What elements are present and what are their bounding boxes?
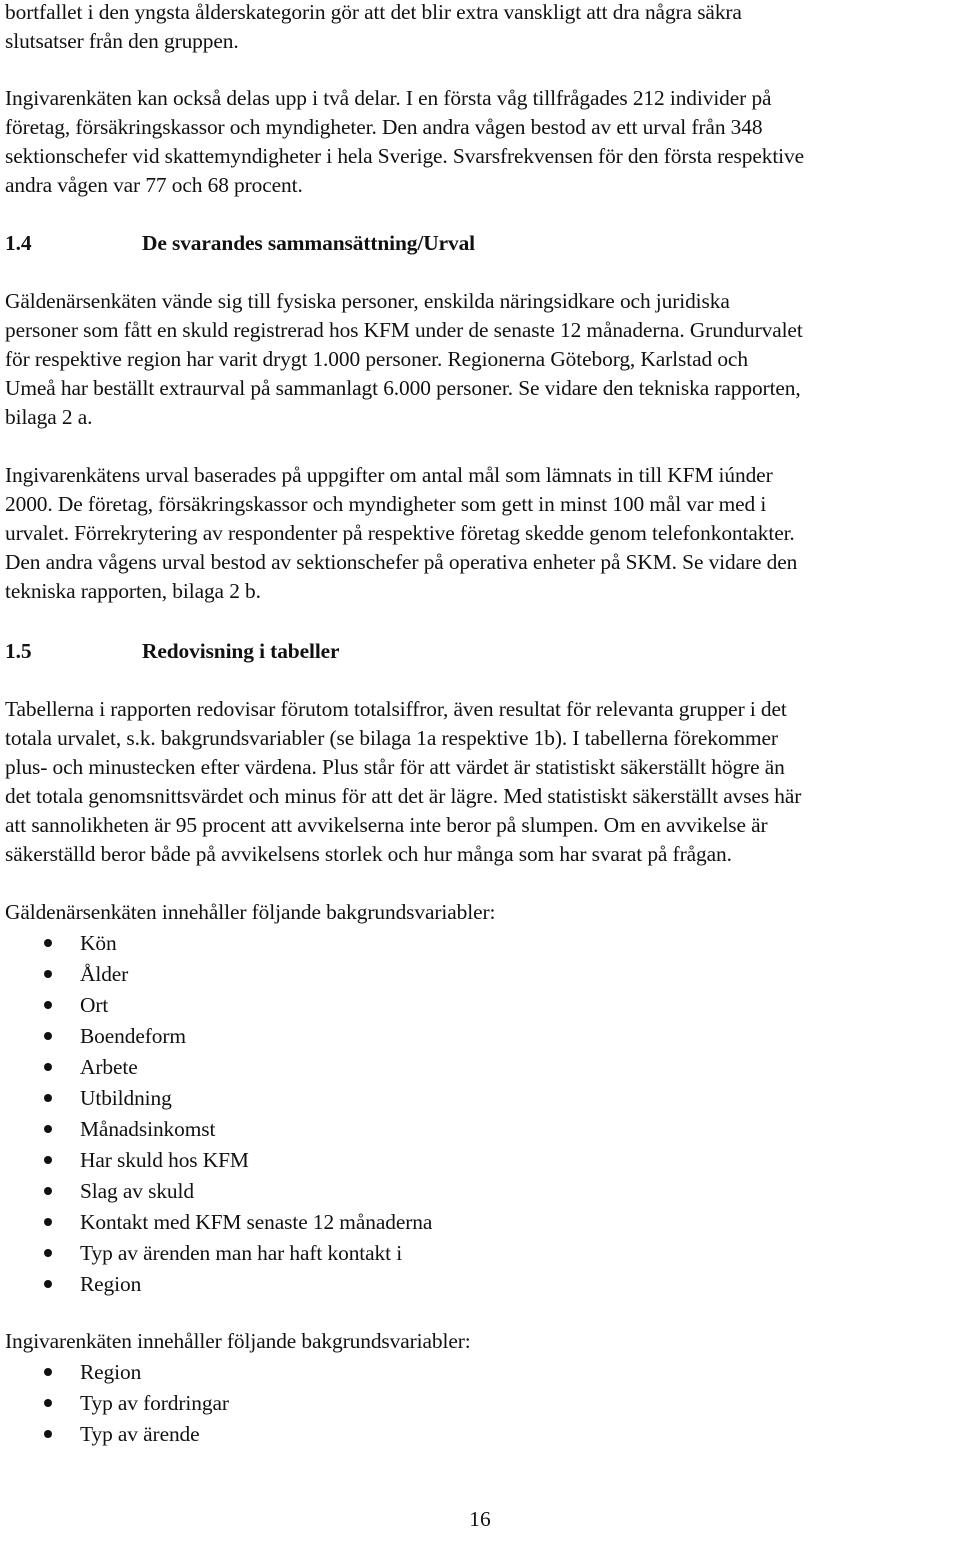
list-item-label: Ålder <box>80 962 129 986</box>
text-line: urvalet. Förrekrytering av respondenter på respektive företag skedde genom telefonkontakter. <box>5 521 795 545</box>
text-line: andra vågen var 77 och 68 procent. <box>5 173 303 197</box>
ingivar-variables-intro: Ingivarenkäten innehåller följande bakgrundsvariabler: <box>5 1329 471 1353</box>
text-line: totala urvalet, s.k. bakgrundsvariabler (se bilaga 1a respektive 1b). I tabellerna förekommer <box>5 726 778 750</box>
bullet-icon <box>44 1063 52 1071</box>
list-item <box>5 1145 432 1176</box>
section-heading-1-4 <box>5 229 475 258</box>
text-line: Tabellerna i rapporten redovisar förutom totalsiffror, även resultat för relevanta grupper i det <box>5 697 787 721</box>
list-item <box>5 1269 432 1300</box>
page-number: 16 <box>469 1507 491 1531</box>
list-item <box>5 928 432 959</box>
section-title: De svarandes sammansättning/Urval <box>142 231 476 255</box>
bullet-icon <box>44 1032 52 1040</box>
bullet-icon <box>44 1280 52 1288</box>
section-heading-1-5 <box>5 637 339 666</box>
section-1-4-paragraph-1 <box>5 287 803 432</box>
galdenar-variables-intro: Gäldenärsenkäten innehåller följande bakgrundsvariabler: <box>5 900 496 924</box>
list-item-label: Typ av fordringar <box>80 1391 229 1415</box>
bullet-icon <box>44 1399 52 1407</box>
section-1-4-paragraph-2 <box>5 461 797 606</box>
bullet-icon <box>44 970 52 978</box>
text-line: Ingivarenkäten kan också delas upp i två delar. I en första våg tillfrågades 212 individer på <box>5 86 772 110</box>
list-item <box>5 1083 432 1114</box>
list-item <box>5 1388 229 1419</box>
text-line: för respektive region har varit drygt 1.000 personer. Regionerna Göteborg, Karlstad och <box>5 347 748 371</box>
text-line: det totala genomsnittsvärdet och minus för att det är lägre. Med statistiskt säkerställt avses här <box>5 784 802 808</box>
list-item-label: Ort <box>80 993 109 1017</box>
text-line: sektionschefer vid skattemyndigheter i hela Sverige. Svarsfrekvensen för den första respektive <box>5 144 805 168</box>
bullet-icon <box>44 1187 52 1195</box>
text-line: bilaga 2 a. <box>5 405 93 429</box>
bullet-icon <box>44 1249 52 1257</box>
bullet-icon <box>44 1001 52 1009</box>
intro-paragraph <box>5 0 742 56</box>
list-item-label: Månadsinkomst <box>80 1117 216 1141</box>
bullet-icon <box>44 1368 52 1376</box>
text-line: tekniska rapporten, bilaga 2 b. <box>5 579 261 603</box>
list-item <box>5 1207 432 1238</box>
list-item <box>5 990 432 1021</box>
bullet-icon <box>44 1430 52 1438</box>
list-item <box>5 1021 432 1052</box>
text-line: plus- och minustecken efter värdena. Plus står för att värdet är statistiskt säkerställt högre än <box>5 755 785 779</box>
ingivar-variables-list <box>5 1357 229 1450</box>
bullet-icon <box>44 1094 52 1102</box>
list-item <box>5 1052 432 1083</box>
ingivar-sample-paragraph <box>5 84 804 200</box>
text-line: 2000. De företag, försäkringskassor och myndigheter som gett in minst 100 mål var med i <box>5 492 767 516</box>
bullet-icon <box>44 939 52 947</box>
list-item-label: Arbete <box>80 1055 138 1079</box>
text-line: Ingivarenkätens urval baserades på uppgifter om antal mål som lämnats in till KFM iúnder <box>5 463 773 487</box>
bullet-icon <box>44 1218 52 1226</box>
text-line: säkerställd beror både på avvikelsens storlek och hur många som har svarat på frågan. <box>5 842 732 866</box>
list-item-label: Boendeform <box>80 1024 186 1048</box>
list-item <box>5 1114 432 1145</box>
text-line: bortfallet i den yngsta ålderskategorin gör att det blir extra vanskligt att dra några säkra <box>5 0 742 24</box>
list-item <box>5 1419 229 1450</box>
list-item-label: Utbildning <box>80 1086 172 1110</box>
bullet-icon <box>44 1156 52 1164</box>
list-item-label: Slag av skuld <box>80 1179 194 1203</box>
list-item-label: Typ av ärende <box>80 1422 200 1446</box>
section-title: Redovisning i tabeller <box>142 639 340 663</box>
galdenar-variables-list <box>5 928 432 1300</box>
bullet-icon <box>44 1125 52 1133</box>
list-item-label: Typ av ärenden man har haft kontakt i <box>80 1241 403 1265</box>
section-number: 1.4 <box>5 231 32 255</box>
text-line: Den andra vågens urval bestod av sektionschefer på operativa enheter på SKM. Se vidare den <box>5 550 798 574</box>
text-line: slutsatser från den gruppen. <box>5 29 239 53</box>
list-item-label: Kön <box>80 931 117 955</box>
list-item-label: Region <box>80 1272 142 1296</box>
text-line: personer som fått en skuld registrerad hos KFM under de senaste 12 månaderna. Grundurvalet <box>5 318 803 342</box>
list-item <box>5 959 432 990</box>
list-item <box>5 1176 432 1207</box>
list-item-label: Region <box>80 1360 142 1384</box>
text-line: företag, försäkringskassor och myndigheter. Den andra vågen bestod av ett urval från 348 <box>5 115 763 139</box>
list-item-label: Har skuld hos KFM <box>80 1148 249 1172</box>
section-number: 1.5 <box>5 639 32 663</box>
section-1-5-paragraph <box>5 695 801 869</box>
list-item <box>5 1357 229 1388</box>
list-item <box>5 1238 432 1269</box>
text-line: att sannolikheten är 95 procent att avvikelserna inte beror på slumpen. Om en avvikelse är <box>5 813 768 837</box>
list-item-label: Kontakt med KFM senaste 12 månaderna <box>80 1210 433 1234</box>
text-line: Umeå har beställt extraurval på sammanlagt 6.000 personer. Se vidare den tekniska rapporten, <box>5 376 801 400</box>
text-line: Gäldenärsenkäten vände sig till fysiska personer, enskilda näringsidkare och juridiska <box>5 289 730 313</box>
